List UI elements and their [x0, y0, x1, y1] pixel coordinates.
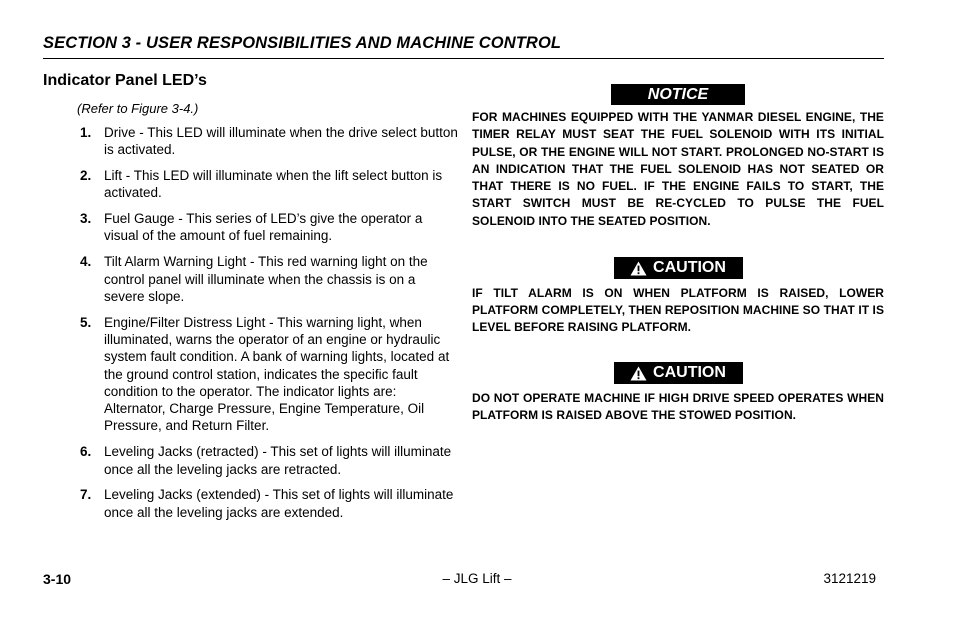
document-number: 3121219	[823, 571, 876, 586]
item-number: 4.	[80, 254, 92, 270]
notice-block	[472, 84, 884, 230]
caution-banner	[614, 257, 743, 279]
list-item	[43, 253, 458, 305]
item-number: 2.	[80, 168, 92, 184]
list-item	[43, 167, 458, 202]
item-number: 5.	[80, 314, 92, 330]
notice-text: FOR MACHINES EQUIPPED WITH THE YANMAR DIESEL ENGINE, THE TIMER RELAY MUST SEAT THE FUEL SOLENOID WITH ITS INITIAL PULSE, OR THE ENGINE WILL NOT START. PROLONGED NO-START IS AN INDICATION THAT THE FUEL SOLENOID HAS NOT SEATED OR THAT THERE IS NO FUEL. IF THE ENGINE FAILS TO START, THE START SWITCH MUST BE RE-CYCLED TO PULSE THE FUEL SOLENOID INTO THE SEATED POSITION.	[472, 110, 884, 228]
warning-triangle-icon	[630, 366, 647, 381]
indicator-heading: Indicator Panel LED’s	[43, 72, 207, 89]
caution-label: CAUTION	[653, 364, 726, 382]
caution-block-tilt	[472, 257, 884, 336]
item-number: 3.	[80, 211, 92, 227]
item-text: Drive - This LED will illuminate when the drive select button is activated.	[104, 125, 458, 158]
figure-reference: (Refer to Figure 3-4.)	[77, 101, 199, 116]
caution-block-speed	[472, 362, 884, 424]
right-column	[472, 84, 884, 425]
item-number: 7.	[80, 487, 92, 503]
page-number: 3-10	[43, 571, 72, 587]
caution-banner	[614, 362, 743, 384]
section-title: SECTION 3 - USER RESPONSIBILITIES AND MACHINE CONTROL	[43, 34, 562, 52]
item-number: 6.	[80, 444, 92, 460]
item-text: Tilt Alarm Warning Light - This red warning light on the control panel will illuminate when the chassis is on a severe slope.	[104, 254, 428, 304]
footer-brand: – JLG Lift –	[442, 571, 512, 586]
item-number: 1.	[80, 125, 92, 140]
list-item	[43, 314, 458, 435]
header-rule	[43, 58, 884, 59]
warning-triangle-icon	[630, 261, 647, 276]
caution-text: DO NOT OPERATE MACHINE IF HIGH DRIVE SPEED OPERATES WHEN PLATFORM IS RAISED ABOVE THE STOWED POSITION.	[472, 390, 884, 423]
item-text: Fuel Gauge - This series of LED’s give the operator a visual of the amount of fuel remaining.	[104, 211, 423, 244]
caution-text: IF TILT ALARM IS ON WHEN PLATFORM IS RAISED, LOWER PLATFORM COMPLETELY, THEN REPOSITION MACHINE SO THAT IT IS LEVEL BEFORE RAISING PLATFORM.	[472, 285, 884, 335]
list-item	[43, 124, 458, 159]
item-text: Engine/Filter Distress Light - This warning light, when illuminated, warns the operator of an engine or hydraulic system fault condition. A bank of warning lights, located at the ground control station, indicates the specific fault condition to the operator. The indicator lights are: Alternator, Charge Pressure, Engine Temperature, Oil Pressure, and Return Filter.	[104, 314, 450, 434]
list-item	[43, 486, 458, 521]
list-item	[43, 443, 458, 478]
indicator-list	[43, 124, 458, 521]
item-text: Leveling Jacks (retracted) - This set of lights will illuminate once all the leveling jacks are retracted.	[104, 444, 452, 477]
list-item	[43, 210, 458, 245]
item-text: Lift - This LED will illuminate when the lift select button is activated.	[104, 168, 443, 201]
caution-label: CAUTION	[653, 259, 726, 277]
item-text: Leveling Jacks (extended) - This set of lights will illuminate once all the leveling jacks are extended.	[104, 487, 454, 520]
left-column	[43, 72, 458, 529]
notice-banner: NOTICE	[611, 84, 745, 105]
